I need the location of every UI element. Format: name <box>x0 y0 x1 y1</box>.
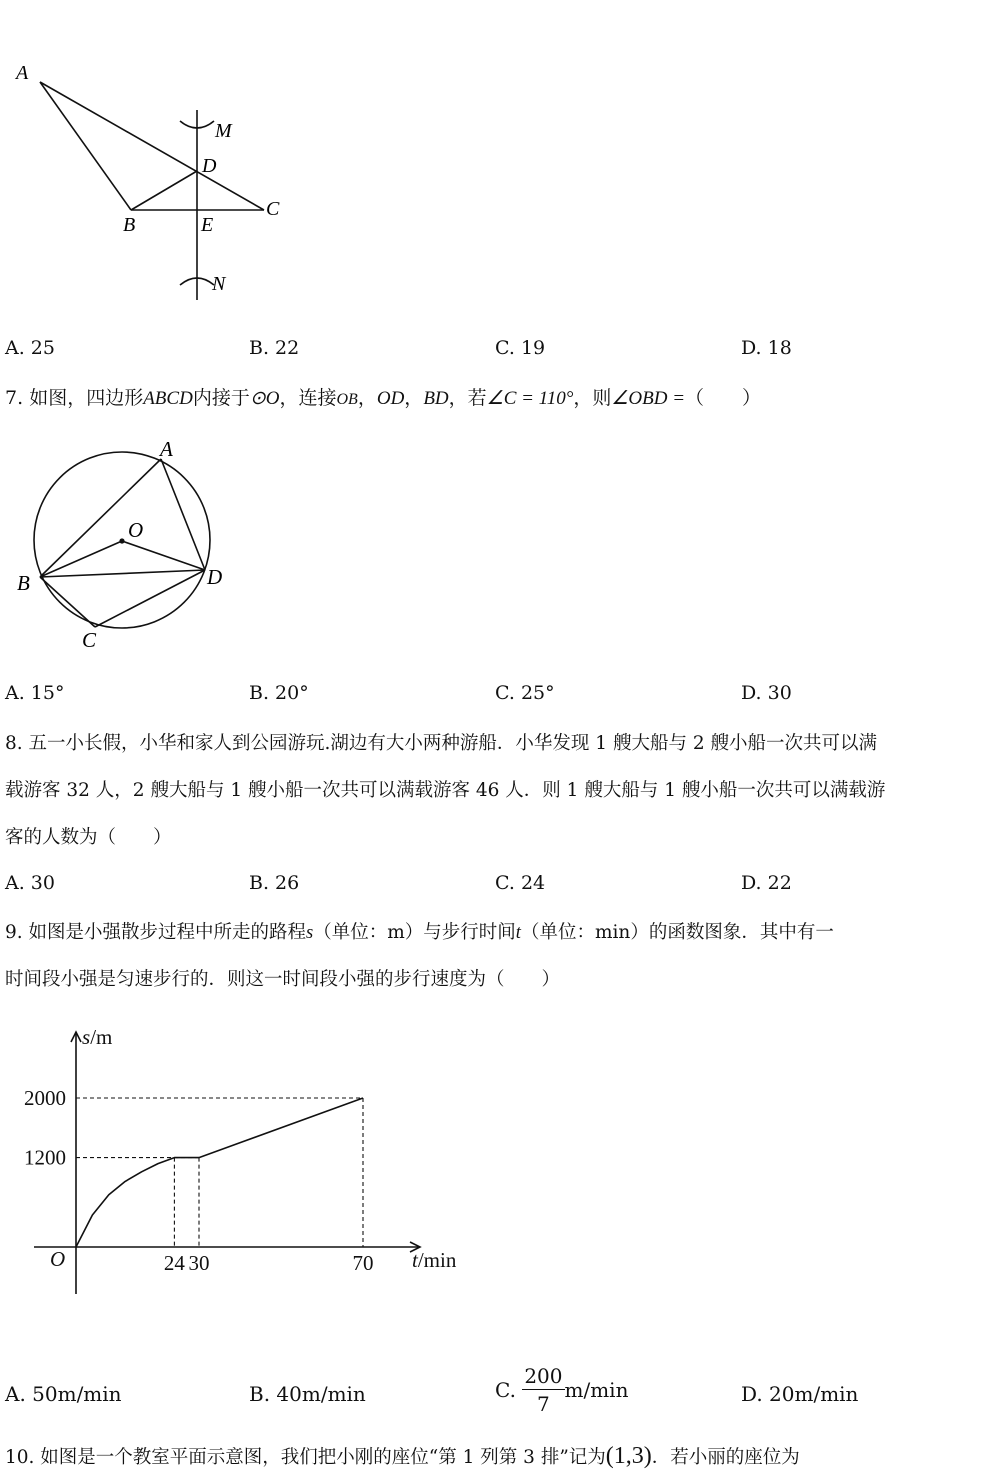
x-tick-label: 30 <box>188 1251 210 1275</box>
q7-quad: ABCD <box>143 388 193 409</box>
q6-option-b[interactable]: B. 22 <box>249 337 300 359</box>
q7-label-A: A <box>160 437 173 461</box>
q6-label-M: M <box>215 120 232 142</box>
q9-var-t: t <box>515 923 521 943</box>
q9-option-c[interactable] <box>495 1366 628 1414</box>
y-tick-label: 1200 <box>24 1145 66 1170</box>
y-axis-label: s/m <box>82 1025 113 1049</box>
q6-label-A: A <box>16 62 29 84</box>
y-tick-label: 2000 <box>24 1086 66 1110</box>
q7-text: ，则 <box>573 387 612 409</box>
q6-label-E: E <box>201 214 214 236</box>
q9-line-1 <box>5 918 834 944</box>
q9-var-s: s <box>306 923 314 943</box>
q9-text: （单位： <box>520 922 595 943</box>
q7-sep: ， <box>357 387 377 409</box>
q9-chart <box>0 1010 480 1310</box>
q8-option-c[interactable]: C. 24 <box>495 872 546 894</box>
q8-option-d[interactable]: D. 22 <box>741 872 792 894</box>
fraction-numerator: 200 <box>524 1364 563 1388</box>
q10-text: ．若小丽的座位为 <box>651 1447 800 1468</box>
q9-unit-min: min <box>594 922 631 943</box>
q9-line-2: 时间段小强是匀速步行的．则这一时间段小强的步行速度为（ ） <box>5 969 561 990</box>
q9-text: 9. 如图是小强散步过程中所走的路程 <box>5 922 307 943</box>
q7-option-d[interactable]: D. 30 <box>741 682 792 704</box>
q7-label-D: D <box>207 565 223 589</box>
q6-option-c[interactable]: C. 19 <box>495 337 546 359</box>
q10-text: 10. 如图是一个教室平面示意图，我们把小刚的座位“第 1 列第 3 排”记为 <box>5 1447 606 1468</box>
q9-text: （单位：m）与步行时间 <box>313 922 516 943</box>
q7-label-B: B <box>17 571 30 595</box>
q7-seg-od: OD <box>376 388 405 409</box>
q7-circle: ⊙O <box>249 388 280 409</box>
q9-option-b[interactable]: B. 40m/min <box>249 1382 366 1406</box>
q7-label-C: C <box>82 628 97 652</box>
q9-option-d[interactable]: D. 20m/min <box>741 1382 859 1406</box>
x-tick-label: 24 <box>163 1251 185 1275</box>
q7-ask: ∠OBD = <box>611 388 686 409</box>
q6-label-B: B <box>123 214 136 236</box>
q7-text: 如图，四边形 <box>29 387 144 409</box>
q8-line-1: 8. 五一小长假，小华和家人到公园游玩.湖边有大小两种游船．小华发现 1 艘大船与 2 艘小船一次共可以满 <box>5 733 877 754</box>
series-line <box>76 1098 363 1247</box>
fraction-denominator: 7 <box>537 1392 550 1416</box>
q7-option-b[interactable]: B. 20° <box>249 682 309 704</box>
q7-label-O: O <box>128 518 144 542</box>
q7-sep: ， <box>404 387 424 409</box>
q6-label-D: D <box>202 155 217 177</box>
q7-number: 7. <box>5 387 24 409</box>
q7-figure <box>0 430 250 660</box>
q7-seg-bd: BD <box>423 388 449 409</box>
q9-option-c-fraction <box>522 1366 564 1414</box>
q10-line-1 <box>5 1443 800 1470</box>
q6-label-C: C <box>266 198 280 220</box>
q7-stem <box>5 383 761 410</box>
q10-coord: (1,3) <box>605 1443 652 1469</box>
q7-text: ，连接 <box>279 387 337 409</box>
origin-label: O <box>50 1247 66 1271</box>
q8-line-3: 客的人数为（ ） <box>5 827 172 848</box>
q8-option-a[interactable]: A. 30 <box>5 872 55 894</box>
q7-given: ∠C = 110° <box>486 388 574 409</box>
q7-option-a[interactable]: A. 15° <box>5 682 65 704</box>
q8-option-b[interactable]: B. 26 <box>249 872 300 894</box>
q6-option-a[interactable]: A. 25 <box>5 337 55 359</box>
q6-label-N: N <box>212 273 226 295</box>
q6-option-d[interactable]: D. 18 <box>741 337 792 359</box>
q9-option-c-unit: m/min <box>564 1378 629 1402</box>
q9-text: ）的函数图象．其中有一 <box>630 922 834 943</box>
q6-figure <box>0 55 320 305</box>
q9-option-a[interactable]: A. 50m/min <box>5 1382 122 1406</box>
q7-option-c[interactable]: C. 25° <box>495 682 555 704</box>
q9-option-c-label: C. <box>495 1378 516 1402</box>
x-tick-label: 70 <box>352 1251 374 1275</box>
q7-paren: （ ） <box>685 387 762 409</box>
q7-text: 内接于 <box>192 387 250 409</box>
q8-line-2: 载游客 32 人，2 艘大船与 1 艘小船一次共可以满载游客 46 人．则 1 艘大船与 1 艘小船一次共可以满载游 <box>5 780 886 801</box>
x-axis-label: t/min <box>412 1248 457 1272</box>
q7-seg-ob: OB <box>336 391 358 408</box>
q7-text: ，若 <box>448 387 487 409</box>
